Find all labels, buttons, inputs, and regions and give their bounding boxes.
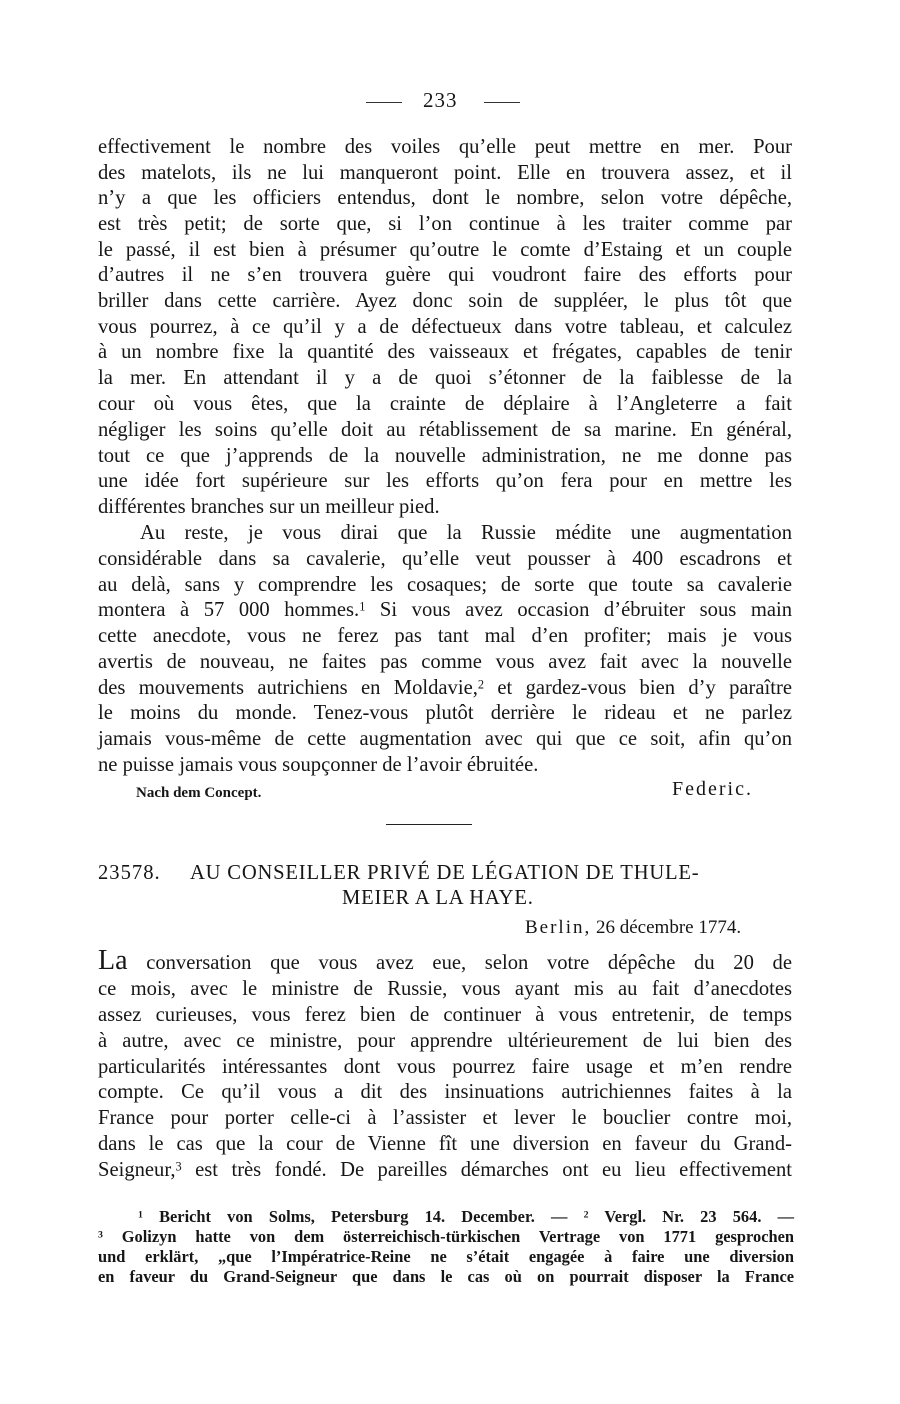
footnote-text: Bericht von Solms, Petersburg 14. December. — — [142, 1207, 568, 1226]
text-line: effectivement le nombre des voiles qu’elle peut mettre en mer. Pour — [98, 136, 792, 158]
footnote-ref-2: 2 — [477, 677, 485, 692]
footnote-mark: 2 — [583, 1209, 589, 1221]
text-line: Au reste, je vous dirai que la Russie médite une augmentation — [140, 522, 792, 544]
date-place: Berlin, — [525, 917, 592, 938]
text-line: dans le cas que la cour de Vienne fît une diversion en faveur du Grand- — [98, 1133, 792, 1155]
source-note: Nach dem Concept. — [136, 785, 262, 801]
footnote-line: en faveur du Grand-Seigneur que dans le cas où on pourrait disposer la France — [98, 1267, 794, 1286]
text-line: assez curieuses, vous ferez bien de continuer à vous entretenir, de temps — [98, 1004, 792, 1026]
footnote-text: Vergl. Nr. 23 564. — — [588, 1207, 794, 1226]
text-line: différentes branches sur un meilleur pied. — [98, 496, 440, 518]
text-line: le passé, il est bien à présumer qu’outre le comte d’Estaing et un couple — [98, 239, 792, 261]
text-line — [98, 597, 792, 623]
text-line: ce mois, avec le ministre de Russie, vous ayant mis au fait d’anecdotes — [98, 978, 792, 1000]
page-number: 233 — [423, 88, 458, 112]
dateline — [525, 917, 741, 939]
text-line: négliger les soins qu’elle doit au rétablissement de sa marine. En général, — [98, 419, 792, 441]
text-segment: est très fondé. De pareilles démarches ont eu lieu effectivement — [181, 1159, 792, 1181]
text-segment: des mouvements autrichiens en Moldavie, — [98, 677, 478, 699]
page-header — [0, 88, 900, 118]
text-line: une idée fort supérieure sur les efforts qu’on fera pour en mettre les — [98, 470, 792, 492]
text-line: au delà, sans y comprendre les cosaques; de sorte que toute sa cavalerie — [98, 574, 792, 596]
footnote-line — [138, 1207, 794, 1227]
footnote-mark: 1 — [138, 1209, 143, 1221]
text-line: avertis de nouveau, ne faites pas comme vous avez fait avec la nouvelle — [98, 651, 792, 673]
footnote-mark: 3 — [98, 1229, 103, 1241]
footnote-line: und erklärt, „que l’Impératrice-Reine ne s’était engagée à faire une diversion — [98, 1247, 794, 1266]
text-segment: conversation que vous avez eue, selon votre dépêche du 20 de — [127, 952, 792, 974]
text-segment: Seigneur, — [98, 1159, 176, 1181]
footnote-ref-1: 1 — [359, 599, 366, 614]
text-line — [98, 675, 792, 701]
date-text: 26 décembre 1774. — [591, 917, 742, 938]
text-line: à autre, avec ce ministre, pour apprendre ultérieurement de lui bien des — [98, 1030, 792, 1052]
footnote-line — [98, 1227, 794, 1247]
letter-title-line-2: MEIER A LA HAYE. — [342, 887, 534, 909]
footnote-text: Golizyn hatte von dem österreichisch-türkischen Vertrage von 1771 gesprochen — [102, 1227, 794, 1246]
text-line: France pour porter celle-ci à l’assister et lever le bouclier contre moi, — [98, 1107, 792, 1129]
text-line: jamais vous-même de cette augmentation avec qui que ce soit, afin qu’on — [98, 728, 792, 750]
text-line: cette anecdote, vous ne ferez pas tant mal d’en profiter; mais je vous — [98, 625, 792, 647]
text-line: est très petit; de sorte que, si l’on continue à les traiter comme par — [98, 213, 792, 235]
text-line: vous pourrez, à ce qu’il y a de défectueux dans votre tableau, et calculez — [98, 316, 792, 338]
text-line: le moins du monde. Tenez-vous plutôt derrière le rideau et ne parlez — [98, 702, 792, 724]
page-number-left-dash — [366, 102, 402, 103]
text-line — [98, 1157, 792, 1183]
text-line: considérable dans sa cavalerie, qu’elle veut pousser à 400 escadrons et — [98, 548, 792, 570]
text-line: la mer. En attendant il y a de quoi s’étonner de la faiblesse de la — [98, 367, 792, 389]
signature: Federic. — [672, 778, 753, 800]
letter-title-line-1: AU CONSEILLER PRIVÉ DE LÉGATION DE THULE- — [190, 862, 700, 884]
text-line: compte. Ce qu’il vous a dit des insinuations autrichiennes faites à la — [98, 1081, 792, 1103]
drop-initial: La — [98, 945, 128, 976]
text-line: cour où vous êtes, que la crainte de déplaire à l’Angleterre a fait — [98, 393, 792, 415]
text-line — [98, 945, 792, 976]
page-number-right-dash — [484, 102, 520, 103]
text-line: particularités intéressantes dont vous pourrez faire usage et m’en rendre — [98, 1056, 792, 1078]
section-divider — [386, 824, 472, 825]
text-line: n’y a que les officiers entendus, dont le nombre, selon votre dépêche, — [98, 187, 792, 209]
text-line: à un nombre fixe la quantité des vaisseaux et frégates, capables de tenir — [98, 341, 792, 363]
text-line: d’autres il ne s’en trouvera guère qui voudront faire des efforts pour — [98, 264, 792, 286]
text-segment: montera à 57 000 hommes. — [98, 599, 360, 621]
footnote-ref-3: 3 — [175, 1159, 182, 1174]
text-segment: Si vous avez occasion d’ébruiter sous main — [365, 599, 792, 621]
letter-number: 23578. — [98, 862, 161, 884]
text-line: des matelots, ils ne lui manqueront point. Elle en trouvera assez, et il — [98, 162, 792, 184]
text-line: tout ce que j’apprends de la nouvelle administration, ne me donne pas — [98, 445, 792, 467]
text-line: ne puisse jamais vous soupçonner de l’avoir ébruitée. — [98, 754, 539, 776]
text-line: briller dans cette carrière. Ayez donc soin de suppléer, le plus tôt que — [98, 290, 792, 312]
text-segment: et gardez-vous bien d’y paraître — [484, 677, 792, 699]
